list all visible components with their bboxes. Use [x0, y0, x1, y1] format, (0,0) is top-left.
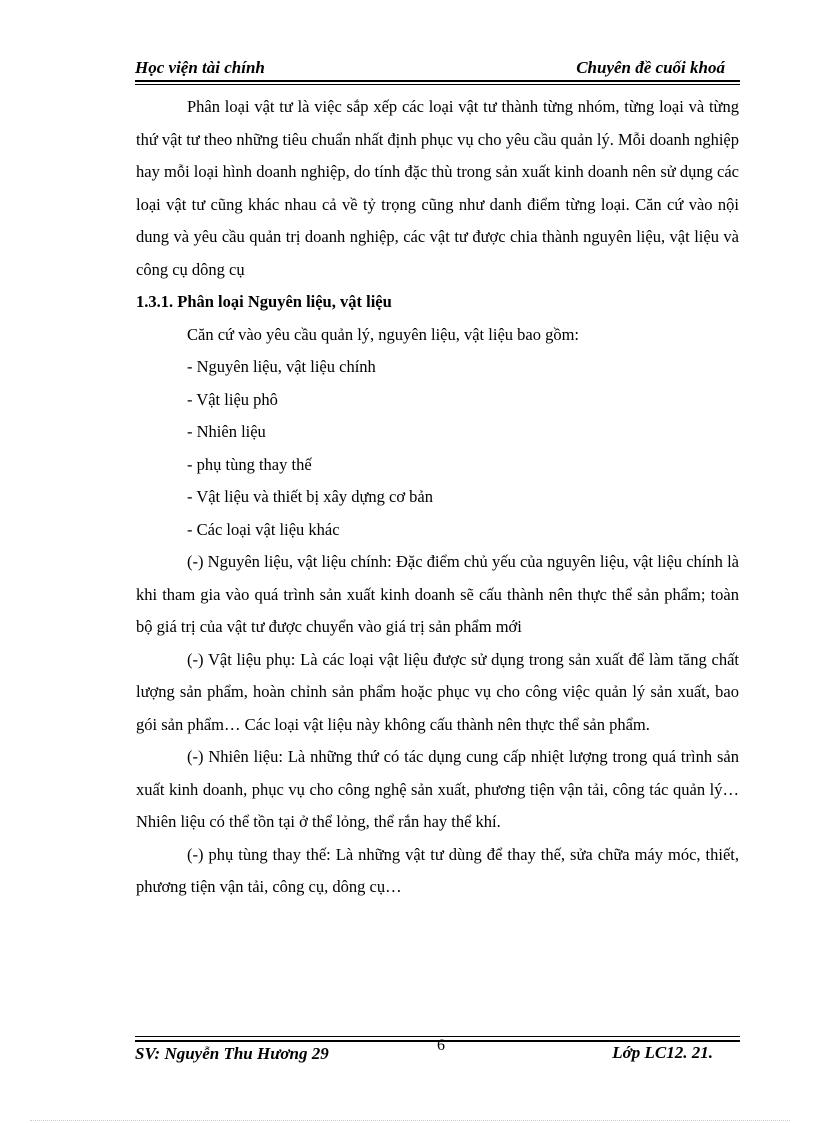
page-header: [135, 58, 725, 82]
page-bottom-divider: [30, 1120, 790, 1121]
footer-student-name: SV: Nguyễn Thu Hương 29: [135, 1044, 329, 1063]
intro-paragraph: Phân loại vật tư là việc sắp xếp các loại vật tư thành từng nhóm, từng loại và từng thứ vật tư theo những tiêu chuẩn nhất định phục vụ cho yêu cầu quản lý. Mỗi doanh nghiệp hay mỗi loại hình doanh nghiệp, do tính đặc thù trong sản xuất kinh doanh nên sử dụng các loại vật tư cũng khác nhau cả về tỷ trọng cũng như danh điểm từng loại. Căn cứ vào nội dung và yêu cầu quản trị doanh nghiệp, các vật tư được chia thành nguyên liệu, vật liệu và công cụ dông cụ: [136, 97, 739, 279]
footer-class: Lớp LC12. 21.: [612, 1043, 713, 1062]
list-item: - Vật liệu và thiết bị xây dựng cơ bản: [187, 487, 434, 506]
list-item: - Nguyên liệu, vật liệu chính: [187, 357, 376, 376]
header-institution: Học viện tài chính: [135, 58, 265, 77]
list-item: - phụ tùng thay thế: [187, 454, 312, 474]
list-item: - Các loại vật liệu khác: [187, 519, 340, 539]
page-footer: [135, 1037, 725, 1093]
page-number: 6: [437, 1037, 445, 1054]
header-rule-thin: [135, 84, 740, 85]
paragraph-auxiliary-materials: (-) Vật liệu phụ: Là các loại vật liệu được sử dụng trong sản xuất để làm tăng chất lượng sản phẩm, hoàn chỉnh sản phẩm hoặc phục vụ cho công việc quản lý sản xuất, bao gói sản phẩm… Các loại vật liệu này không cấu thành nên thực thể sản phẩm.: [136, 649, 739, 734]
section-heading: 1.3.1. Phân loại Nguyên liệu, vật liệu: [136, 292, 392, 311]
header-rule-thick: [135, 80, 740, 82]
page-body: [136, 91, 739, 904]
paragraph-fuel: (-) Nhiên liệu: Là những thứ có tác dụng cung cấp nhiệt lượng trong quá trình sản xuất kinh doanh, phục vụ cho công nghệ sản xuất, phương tiện vận tải, công tác quản lý… Nhiên liệu có thể tồn tại ở thể lỏng, thể rắn hay thể khí.: [136, 747, 739, 831]
paragraph-main-materials: (-) Nguyên liệu, vật liệu chính: Đặc điểm chủ yếu của nguyên liệu, vật liệu chính là khi tham gia vào quá trình sản xuất kinh doanh sẽ cấu thành nên thực thể sản phẩm; toàn bộ giá trị của vật tư được chuyển vào giá trị sản phẩm mới: [136, 552, 739, 636]
list-item: - Nhiên liệu: [187, 422, 266, 441]
header-document-type: Chuyên đề cuối khoá: [576, 58, 725, 77]
lead-sentence: Căn cứ vào yêu cầu quản lý, nguyên liệu, vật liệu bao gồm:: [187, 324, 580, 344]
list-item: - Vật liệu phô: [187, 389, 278, 409]
paragraph-spare-parts: (-) phụ tùng thay thế: Là những vật tư dùng để thay thế, sửa chữa máy móc, thiết, phương tiện vận tải, công cụ, dông cụ…: [136, 844, 739, 896]
